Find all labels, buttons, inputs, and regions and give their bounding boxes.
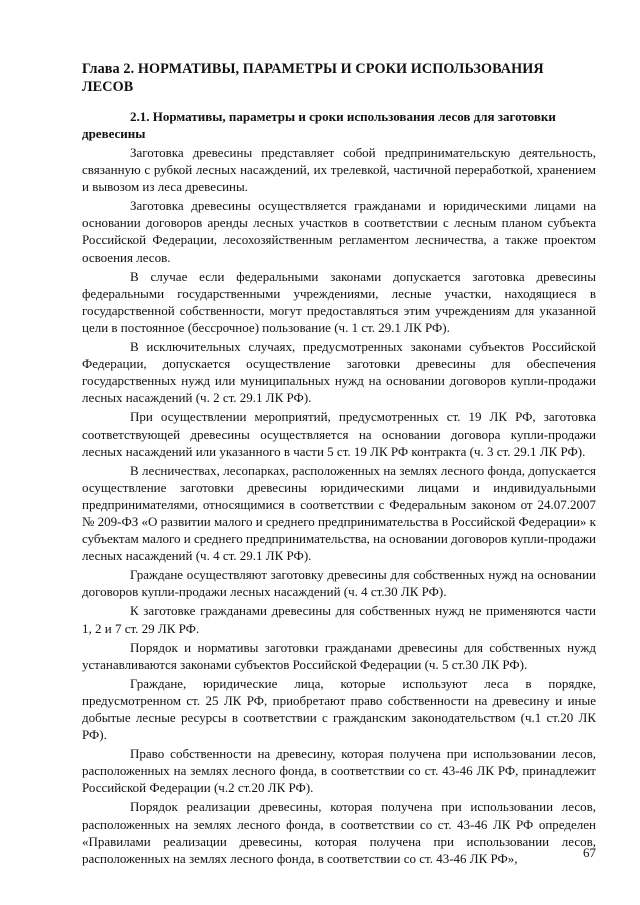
paragraph: Граждане, юридические лица, которые используют леса в порядке, предусмотренном ст. 25 ЛК РФ, приобретают право собственности на древесину и иные добытые лесные ресурсы в соответствии с гражданским законодательством (ч.1 ст.20 ЛК РФ). [82, 675, 596, 743]
paragraph: В случае если федеральными законами допускается заготовка древесины федеральными государственными учреждениями, лесные участки, находящиеся в государственной собственности, могут предоставляться этим учреждениям для указанной цели в постоянное (бессрочное) пользование (ч. 1 ст. 29.1 ЛК РФ). [82, 268, 596, 335]
paragraph: Право собственности на древесину, которая получена при использовании лесов, расположенных на землях лесного фонда, в соответствии со ст. 43-46 ЛК РФ, принадлежит Российской Федерации (ч.2 ст.20 ЛК РФ). [82, 746, 596, 796]
paragraph: Заготовка древесины представляет собой предпринимательскую деятельность, связанную с рубкой лесных насаждений, их трелевкой, частичной переработкой, хранением и вывозом из леса древесины. [82, 145, 596, 195]
page-number: 67 [583, 845, 596, 860]
paragraph: В лесничествах, лесопарках, расположенных на землях лесного фонда, допускается осуществление заготовки древесины юридическими лицами и индивидуальными предпринимателями, относящимися в соответствии с Федеральным законом от 24.07.2007 № 209-ФЗ «О развитии малого и среднего предпринимательства в Российской Федерации» к субъектам малого и среднего предпринимательства, на основании договоров купли-продажи лесных насаждений (ч. 4 ст. 29.1 ЛК РФ). [82, 462, 596, 564]
paragraph: Порядок и нормативы заготовки гражданами древесины для собственных нужд устанавливаются законами субъектов Российской Федерации (ч. 5 ст.30 ЛК РФ). [82, 639, 596, 672]
paragraph: Граждане осуществляют заготовку древесины для собственных нужд на основании договоров купли-продажи лесных насаждений (ч. 4 ст.30 ЛК РФ). [82, 567, 596, 600]
section-title: 2.1. Нормативы, параметры и сроки использования лесов для заготовки древесины [82, 109, 556, 141]
paragraph: К заготовке гражданами древесины для собственных нужд не применяются части 1, 2 и 7 ст. 29 ЛК РФ. [82, 603, 596, 636]
paragraph: При осуществлении мероприятий, предусмотренных ст. 19 ЛК РФ, заготовка соответствующей древесины осуществляется на основании договора купли-продажи лесных насаждений или указанного в части 5 ст. 19 ЛК РФ контракта (ч. 3 ст. 29.1 ЛК РФ). [82, 409, 596, 459]
paragraph: Заготовка древесины осуществляется гражданами и юридическими лицами на основании договоров аренды лесных участков в соответствии с лесным планом субъекта Российской Федерации, лесохозяйственным регламентом лесничества, а также проектом освоения лесов. [82, 198, 596, 265]
paragraph: Порядок реализации древесины, которая получена при использовании лесов, расположенных на землях лесного фонда, в соответствии со ст. 43-46 ЛК РФ определен «Правилами реализации древесины, которая получена при использовании лесов, расположенных на землях лесного фонда, в соответствии со ст. 43-46 ЛК РФ», [82, 799, 596, 866]
chapter-title: Глава 2. НОРМАТИВЫ, ПАРАМЕТРЫ И СРОКИ ИСПОЛЬЗОВАНИЯ ЛЕСОВ [82, 61, 544, 95]
page-content [82, 60, 596, 869]
paragraph: В исключительных случаях, предусмотренных законами субъектов Российской Федерации, допускается осуществление заготовки древесины для обеспечения государственных нужд или муниципальных нужд на основании договоров купли-продажи лесных насаждений (ч. 2 ст. 29.1 ЛК РФ). [82, 339, 596, 406]
